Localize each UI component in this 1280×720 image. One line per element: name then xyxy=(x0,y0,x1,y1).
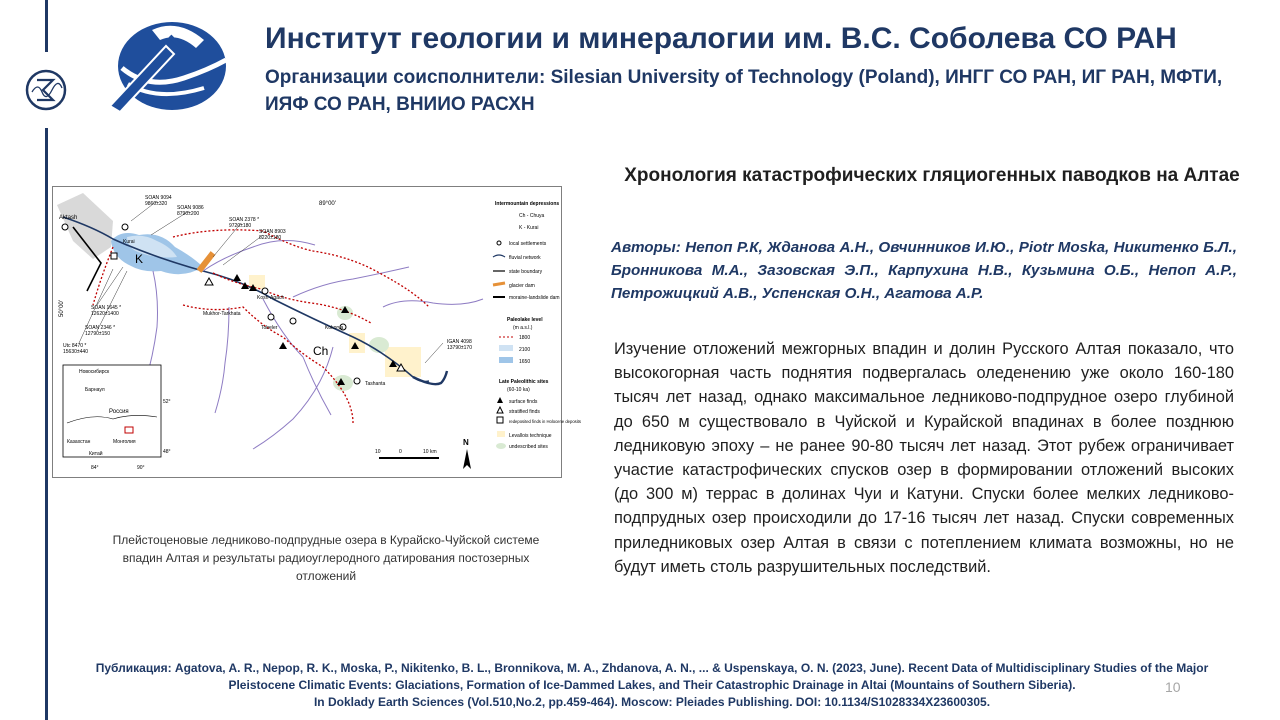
site-area-3 xyxy=(385,347,421,377)
callout-leader xyxy=(223,235,263,265)
settlement-marker xyxy=(262,288,268,294)
redeposited-find-marker xyxy=(111,253,117,259)
place-kosh-agach: Kosh-Agach xyxy=(257,295,285,301)
longitude-label: 89°00' xyxy=(319,201,336,207)
legend-sites-title: Late Paleolithic sites xyxy=(499,379,549,385)
legend-fluvial: fluvial network xyxy=(509,255,541,261)
place-kokorya: Kokorya xyxy=(325,325,344,331)
paleolake-map xyxy=(52,186,581,478)
sigma-logo-icon xyxy=(24,68,68,112)
place-aktash: Aktash xyxy=(59,215,78,221)
age-label-soan-8903: SOAN 8903 8220±180 xyxy=(259,229,286,241)
abstract-text: Изучение отложений межгорных впадин и долин Русского Алтая показало, что высокогорная часть поднятия подвергалась оледенению уже около 160-180 тысяч лет назад, однако максимальное ледниково-подпрудное озеро глубиной до 650 м существовало в Чуйской и Курайской впадинах в более позднюю ледниковую эпоху – не ранее 90-80 тысяч лет назад. Этот рубеж ограничивает участие катастрофических спусков озер в формировании отложений высоких (до 300 м) террас в долинах Чуи и Катуни. Спуски более мелких ледниково-подпрудных озер происходили до 17-16 тысяч лет назад. Спуски современных приледниковых озер Алтая в связи с потеплением климата возможны, но не будут иметь столь разрушительных последствий. xyxy=(614,340,1234,576)
age-label-soan-2346: SOAN 2346 * 12790±150 xyxy=(85,325,116,337)
legend-river-icon xyxy=(493,255,505,257)
legend-settlement-icon xyxy=(497,241,501,245)
depression-ch-label: Ch xyxy=(313,344,329,358)
age-label-igan-4098: IGAN 4098 13790±170 xyxy=(447,339,472,351)
scale-label-10km: 10 km xyxy=(423,449,437,455)
callout-leader xyxy=(425,343,443,363)
header-vertical-rule-bottom xyxy=(45,128,48,720)
north-arrow-label: N xyxy=(463,438,469,447)
legend-level-1650: 1650 xyxy=(519,359,531,365)
publication-line-1: Публикация: Agatova, A. R., Nepop, R. K., Moska, P., Nikitenko, B. L., Bronnikova, M. A., Zhdanova, A. N., ... & Uspenskaya, O. N. (2023, June). Recent Data of Multidisciplinary Studies of the Major xyxy=(95,661,1209,675)
legend-redeposited: redeposited finds in Holocene deposits xyxy=(509,419,581,424)
header-vertical-rule-top xyxy=(45,0,48,52)
authors: Авторы: Непоп Р.К, Жданова А.Н., Овчинников И.Ю., Piotr Moska, Никитенко Б.Л., Бронникова М.А., Зазовская Э.П., Карпухина Н.В., Кузьмина О.Б., Непоп А.Р., Петрожицкий А.В., Успенская О.Н., Агатова А.Р. xyxy=(611,239,1237,302)
chuya-river xyxy=(63,217,429,382)
settlement-marker xyxy=(122,224,128,230)
age-label-soan-9094: SOAN 9094 9860±320 xyxy=(145,195,172,207)
age-label-soan-1645: SOAN 1645 * 12620±1400 xyxy=(91,305,122,317)
inset-novosibirsk: Новосибирск xyxy=(79,369,110,375)
legend-stratified: stratified finds xyxy=(509,409,540,415)
inset-lon1: 84° xyxy=(91,465,99,471)
river-branch xyxy=(215,307,229,413)
legend-levallois-icon xyxy=(497,431,505,437)
legend-paleolake-unit: (m a.s.l.) xyxy=(513,325,533,331)
map-legend xyxy=(493,201,581,450)
legend-level-1800: 1800 xyxy=(519,335,531,341)
inset-lat1: 52° xyxy=(163,399,171,405)
inset-kazakhstan: Казахстан xyxy=(67,439,91,445)
legend-stratified-icon xyxy=(497,407,503,413)
callout-leader xyxy=(97,267,123,305)
co-organizers: Организации соисполнители: Silesian University of Technology (Poland), ИНГГ СО РАН, ИГ РАН, МФТИ, ИЯФ СО РАН, ВНИИО РАСХН xyxy=(265,67,1223,115)
legend-moraine: moraine-landslide dam xyxy=(509,295,560,301)
legend-undescribed-icon xyxy=(496,443,506,449)
institute-logo-icon xyxy=(108,18,230,114)
inset-russia: Россия xyxy=(109,409,129,415)
river-branch xyxy=(203,240,315,271)
legend-paleolake-title: Paleolake level xyxy=(507,317,543,323)
page-number: 10 xyxy=(1165,679,1181,695)
place-mukhor-tarkhata: Mukhor-Tarkhata xyxy=(203,311,241,317)
settlement-marker xyxy=(62,224,68,230)
legend-ch: Ch - Chuya xyxy=(519,213,545,219)
inset-lat2: 48° xyxy=(163,449,171,455)
scale-label-10: 10 xyxy=(375,449,381,455)
legend-undescribed: undescribed sites xyxy=(509,444,548,450)
legend-level-2100: 2100 xyxy=(519,347,531,353)
stratified-find-marker xyxy=(205,278,213,285)
publication-reference xyxy=(72,660,1232,711)
glacier-dam xyxy=(199,253,213,271)
inset-china: Китай xyxy=(89,451,103,457)
place-tobeler: Tobeler xyxy=(261,325,278,331)
place-tashanta: Tashanta xyxy=(365,381,386,387)
legend-glacier-dam: glacier dam xyxy=(509,283,535,289)
river-branch xyxy=(253,347,333,449)
surface-find-marker xyxy=(279,342,287,349)
latitude-label: 50°00' xyxy=(59,300,65,317)
callout-leader xyxy=(97,271,127,331)
north-arrow-icon xyxy=(463,449,471,469)
place-kurai: Kurai xyxy=(123,239,135,245)
map-caption: Плейстоценовые ледниково-подпрудные озера в Курайско-Чуйской системе впадин Алтая и результаты радиоуглеродного датирования постозерных отложений xyxy=(112,533,540,583)
scale-bar xyxy=(379,457,439,459)
legend-surface-icon xyxy=(497,397,503,403)
river-branch xyxy=(383,299,483,307)
legend-level-1650-icon xyxy=(499,357,513,363)
inset-mongolia: Монголия xyxy=(113,439,136,445)
age-label-soan-9086: SOAN 9086 8790±200 xyxy=(177,205,204,217)
legend-glacier-dam-icon xyxy=(493,283,505,285)
inset-barnaul: Барнаул xyxy=(85,387,105,393)
legend-boundary: state boundary xyxy=(509,269,543,275)
age-label-soan-2378: SOAN 2378 * 9720±180 xyxy=(229,217,260,229)
settlement-marker xyxy=(354,378,360,384)
scale-label-0: 0 xyxy=(399,449,402,455)
legend-surface: surface finds xyxy=(509,399,538,405)
depression-k-label: K xyxy=(135,252,144,266)
institute-title: Институт геологии и минералогии им. В.С. Соболева СО РАН xyxy=(265,22,1177,55)
settlement-marker xyxy=(268,314,274,320)
legend-level-2100-icon xyxy=(499,345,513,351)
legend-sites-unit: (60-10 ka) xyxy=(507,387,530,393)
publication-line-3: In Doklady Earth Sciences (Vol.510,No.2, pp.459-464). Moscow: Pleiades Publishing. DOI: 10.1134/S1028334X23600305. xyxy=(313,695,991,709)
age-label-utc-8470: Utc 8470 * 15630±440 xyxy=(63,343,88,355)
river-branch xyxy=(293,267,409,297)
legend-k: K - Kurai xyxy=(519,225,539,231)
surface-find-marker xyxy=(233,274,241,281)
slide-title: Хронология катастрофических гляциогенных паводков на Алтае xyxy=(624,165,1240,186)
legend-settlements: local settlements xyxy=(509,241,547,247)
legend-redeposited-icon xyxy=(497,417,503,423)
publication-line-2: Pleistocene Climatic Events: Glaciations, Formation of Ice-Dammed Lakes, and Their Catastrophic Drainage in Altai (Mountains of Southern Siberia). xyxy=(228,678,1076,692)
legend-depressions-title: Intermountain depressions xyxy=(495,201,560,207)
inset-lon2: 90° xyxy=(137,465,145,471)
legend-levallois: Levallois technique xyxy=(509,433,552,439)
settlement-marker xyxy=(290,318,296,324)
